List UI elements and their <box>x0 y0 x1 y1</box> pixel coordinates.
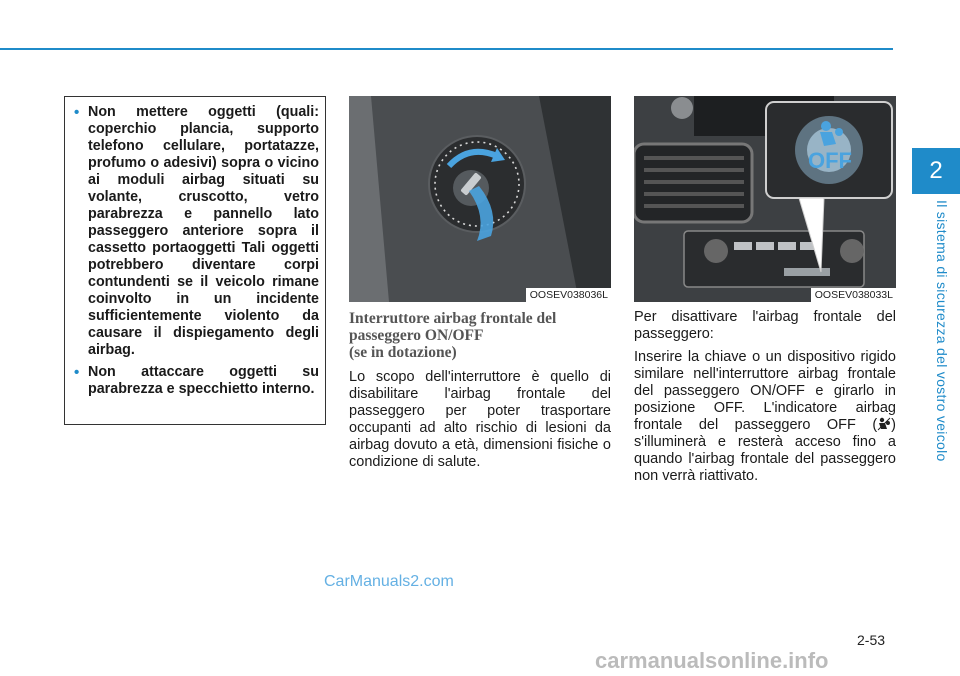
image-code: OOSEV038036L <box>526 288 611 302</box>
section-intro: Lo scopo dell'interruttore è quello di disabilitare l'airbag frontale del passeggero per poter trasportare occupanti ad alto rischio di lesioni da airbag dovuto a età, dimensioni fisiche o condizione di salute. <box>349 369 611 470</box>
page-number: 2-53 <box>857 632 886 648</box>
warning-item: • Non mettere oggetti (quali: coperchio plancia, supporto telefono cellulare, portatazze, profumo o adesivi) sopra o vicino ai moduli airbag situati su volante, cruscotto, vetro parabrezza e pannello lato passeggero anteriore sopra il cassetto portaoggetti Tali oggetti potrebbero diventare corpi contundenti se il veicolo rimane coinvolto in un incidente sufficientemente violento da causare il dispiegamento degli airbag. <box>74 104 319 358</box>
image-code: OOSEV038033L <box>811 288 896 302</box>
section-column <box>349 310 611 477</box>
watermark-left[interactable]: CarManuals2.com <box>324 573 454 590</box>
passenger-airbag-off-icon <box>877 417 891 431</box>
warning-item: • Non attaccare oggetti su parabrezza e specchietto interno. <box>74 364 319 397</box>
warning-box <box>64 96 326 425</box>
instructions-p2: Inserire la chiave o un dispositivo rigido similare nell'interruttore airbag frontale del passeggero ON/OFF e girarlo in posizione OFF. L'indicatore airbag frontale del passeggero OFF ( ) s'illuminerà e resterà acceso fino a quando l'airbag frontale del passeggero non verrà riattivato. <box>634 349 896 484</box>
chapter-tab[interactable] <box>912 148 960 194</box>
airbag-switch-photo <box>349 96 611 302</box>
section-heading: Interruttore airbag frontale del passeggero ON/OFF (se in dotazione) <box>349 310 557 361</box>
off-indicator-label: OFF <box>808 148 852 173</box>
instructions-p1: Per disattivare l'airbag frontale del passeggero: <box>634 309 896 342</box>
instructions-column <box>634 309 896 491</box>
chapter-title: Il sistema di sicurezza del vostro veicolo <box>934 200 950 462</box>
chapter-number: 2 <box>929 157 943 184</box>
watermark-right[interactable]: carmanualsonline.info <box>595 648 829 673</box>
top-rule <box>0 48 893 50</box>
dashboard-photo <box>634 96 896 302</box>
bullet-icon: • <box>74 104 80 121</box>
bullet-icon: • <box>74 364 80 381</box>
